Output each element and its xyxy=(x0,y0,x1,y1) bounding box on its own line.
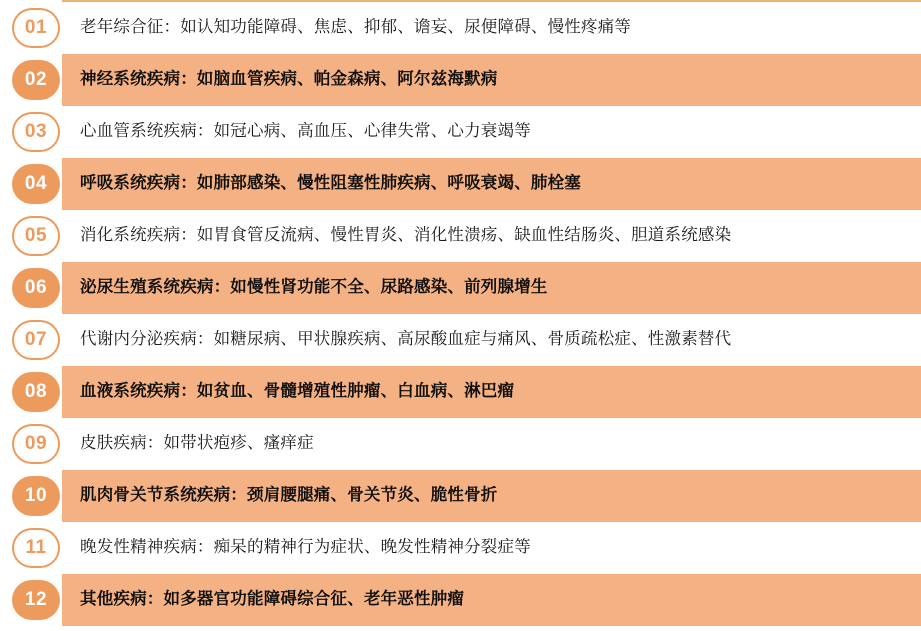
item-text: 肌肉骨关节系统疾病：颈肩腰腿痛、骨关节炎、脆性骨折 xyxy=(80,486,498,505)
item-text: 其他疾病：如多器官功能障碍综合征、老年恶性肿瘤 xyxy=(80,590,465,609)
list-item xyxy=(0,574,921,626)
list-item xyxy=(0,262,921,314)
item-number-badge: 10 xyxy=(12,476,60,516)
item-number-badge: 11 xyxy=(12,528,60,568)
item-text: 皮肤疾病：如带状疱疹、瘙痒症 xyxy=(80,434,314,453)
item-text: 神经系统疾病：如脑血管疾病、帕金森病、阿尔兹海默病 xyxy=(80,70,498,89)
item-text: 晚发性精神疾病：痴呆的精神行为症状、晚发性精神分裂症等 xyxy=(80,538,531,557)
item-text: 血液系统疾病：如贫血、骨髓增殖性肿瘤、白血病、淋巴瘤 xyxy=(80,382,515,401)
list-rows xyxy=(0,2,921,626)
list-item xyxy=(0,314,921,366)
list-item xyxy=(0,106,921,158)
item-text: 老年综合征：如认知功能障碍、焦虑、抑郁、谵妄、尿便障碍、慢性疼痛等 xyxy=(80,18,632,37)
list-item xyxy=(0,54,921,106)
item-text: 泌尿生殖系统疾病：如慢性肾功能不全、尿路感染、前列腺增生 xyxy=(80,278,548,297)
item-number-badge: 06 xyxy=(12,268,60,308)
item-text: 代谢内分泌疾病：如糖尿病、甲状腺疾病、高尿酸血症与痛风、骨质疏松症、性激素替代 xyxy=(80,330,732,349)
list-item xyxy=(0,2,921,54)
list-item xyxy=(0,366,921,418)
item-number-badge: 09 xyxy=(12,424,60,464)
item-text: 心血管系统疾病：如冠心病、高血压、心律失常、心力衰竭等 xyxy=(80,122,531,141)
item-text: 消化系统疾病：如胃食管反流病、慢性胃炎、消化性溃疡、缺血性结肠炎、胆道系统感染 xyxy=(80,226,732,245)
list-item xyxy=(0,522,921,574)
item-number-badge: 04 xyxy=(12,164,60,204)
list-item xyxy=(0,158,921,210)
item-number-badge: 07 xyxy=(12,320,60,360)
item-number-badge: 12 xyxy=(12,580,60,620)
item-number-badge: 05 xyxy=(12,216,60,256)
item-number-badge: 01 xyxy=(12,8,60,48)
item-number-badge: 02 xyxy=(12,60,60,100)
item-number-badge: 08 xyxy=(12,372,60,412)
list-item xyxy=(0,470,921,522)
list-item xyxy=(0,210,921,262)
item-text: 呼吸系统疾病：如肺部感染、慢性阻塞性肺疾病、呼吸衰竭、肺栓塞 xyxy=(80,174,581,193)
list-item xyxy=(0,418,921,470)
item-number-badge: 03 xyxy=(12,112,60,152)
